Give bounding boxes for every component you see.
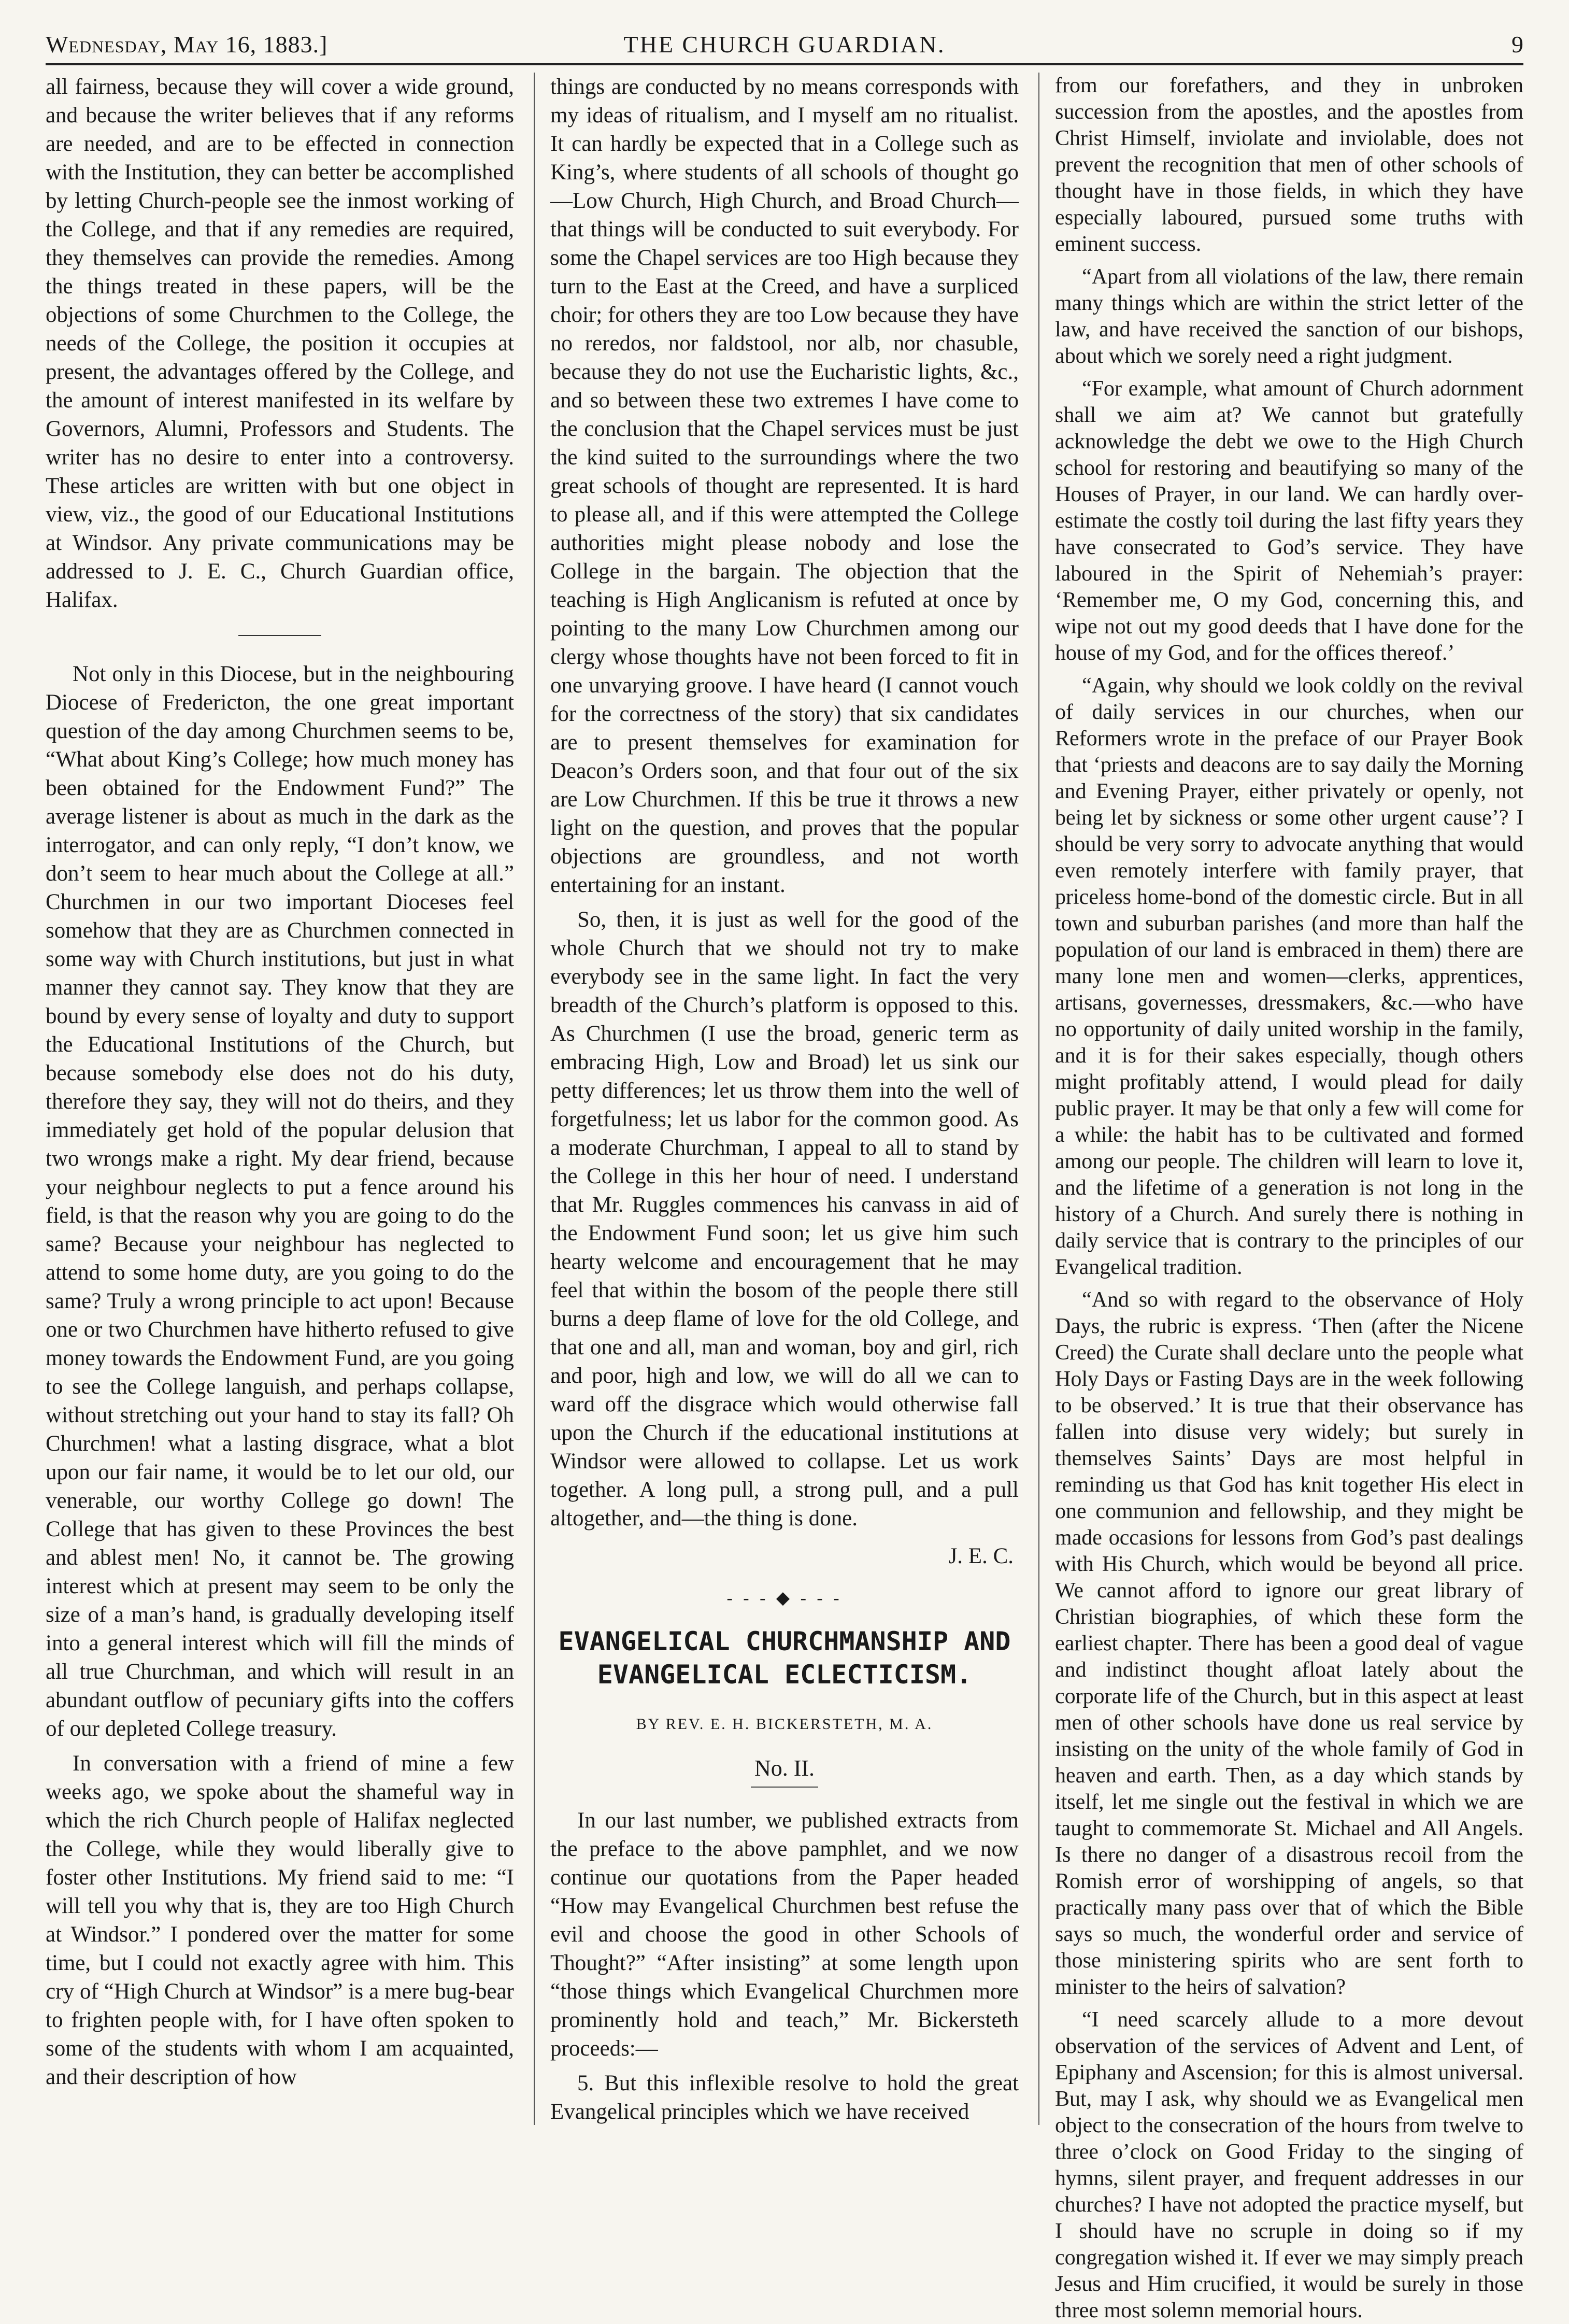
paragraph: “For example, what amount of Church adornment shall we aim at? We cannot but gratefully acknowledge the debt we owe to the High Church school for restoring and beautifying so many of the Houses of Prayer, in our land. We can hardly over-estimate the costly toil during the last fifty years they have consecrated to God’s service. They have laboured in the Spirit of Nehemiah’s prayer: ‘Remember me, O my God, concerning this, and wipe not out my good deeds that I have done for the house of my God, and for the offices thereof.’ xyxy=(1055,377,1523,665)
paragraph: In our last number, we published extracts from the preface to the above pamphlet, and we now continue our quotations from the Paper headed “How may Evangelical Churchmen best refuse the evil and choose the good in other Schools of Thought?” “After insisting” at some length upon “those things which Evangelical Churchmen more prominently hold and teach,” Mr. Bickersteth proceeds:— xyxy=(550,1808,1019,2061)
page-number: 9 xyxy=(1511,31,1523,58)
article-byline: BY REV. E. H. BICKERSTETH, M. A. xyxy=(636,1716,933,1733)
column-1 xyxy=(46,73,514,2125)
article-title: EVANGELICAL CHURCHMANSHIP AND EVANGELICAL ECLECTICISM. xyxy=(558,1626,1011,1690)
paragraph: So, then, it is just as well for the good of the whole Church that we should not try to make everybody see in the same light. In fact the very breadth of the Church’s platform is opposed to this. As Churchmen (I use the broad, generic term as embracing High, Low and Broad) let us sink our petty differences; let us throw them into the well of forgetfulness; let us labor for the common good. As a moderate Churchman, I appeal to all to stand by the College in this her hour of need. I understand that Mr. Ruggles commences his canvass in aid of the Endowment Fund soon; let us give him such hearty welcome and encouragement that he may feel that within the bosom of the people there still burns a deep flame of love for the old College, and that one and all, man and woman, boy and girl, rich and poor, high and low, we will do all we can to ward off the disgrace which would otherwise fall upon the Church if the educational institutions at Windsor were allowed to collapse. Let us work together. A long pull, a strong pull, and a pull altogether, and—the thing is done. xyxy=(550,908,1019,1531)
signature: J. E. C. xyxy=(948,1544,1014,1568)
article-number: No. II. xyxy=(754,1755,815,1781)
column-3 xyxy=(1055,73,1523,2322)
ornament-divider: - - - ◆ - - - xyxy=(726,1589,843,1608)
column-rule xyxy=(534,73,535,2125)
paragraph: “Apart from all violations of the law, there remain many things which are within the strict letter of the law, and have received the sanction of our bishops, about which we sorely need a right judgment. xyxy=(1055,265,1523,368)
paragraph: 5. But this inflexible resolve to hold the great Evangelical principles which we have received xyxy=(550,2071,1019,2124)
article-number-rule xyxy=(751,1787,818,1788)
paragraph: Not only in this Diocese, but in the neighbouring Diocese of Fredericton, the one great important question of the day among Churchmen seems to be, “What about King’s College; how much money has been obtained for the Endowment Fund?” The average listener is about as much in the dark as the interrogator, and can only reply, “I don’t know, we don’t seem to hear much about the College at all.” Churchmen in our two important Dioceses feel somehow that they are as Churchmen connected in some way with Church institutions, but just in what manner they cannot say. They know that they are bound by every sense of loyalty and duty to support the Educational Institutions of the Church, but because somebody else does not do his duty, therefore they say, they will not do theirs, and they immediately get hold of the popular delusion that two wrongs make a right. My dear friend, because your neighbour neglects to put a fence around his field, is that the reason why you are going to do the same? Because your neighbour has neglected to attend to some home duty, are you going to do the same? Truly a wrong principle to act upon! Because one or two Churchmen have hitherto refused to give money towards the Endowment Fund, are you going to see the College languish, and perhaps collapse, without stretching out your hand to stay its fall? Oh Churchmen! what a lasting disgrace, what a blot upon our fair name, it would be to let our old, our venerable, our worthy College go down! The College that has given to these Provinces the best and ablest men! No, it cannot be. The growing interest which at present may seem to be only the size of a man’s hand, is gradually developing itself into a general interest which will fill the minds of all true Churchman, and which will result in an abundant outflow of pecuniary gifts into the coffers of our depleted College treasury. xyxy=(46,662,514,1741)
issue-date: Wednesday, May 16, 1883.] xyxy=(46,31,328,58)
paragraph: all fairness, because they will cover a wide ground, and because the writer believes that if any reforms are needed, and are to be effected in connection with the Institution, they can better be accomplished by letting Church-people see the inmost working of the College, and that if any remedies are required, they themselves can provide the remedies. Among the things treated in these papers, will be the objections of some Churchmen to the College, the needs of the College, the position it occupies at present, the advantages offered by the College, and the amount of interest manifested in its welfare by Governors, Alumni, Professors and Students. The writer has no desire to enter into a controversy. These articles are written with but one object in view, viz., the good of our Educational Institutions at Windsor. Any private communications may be addressed to J. E. C., Church Guardian office, Halifax. xyxy=(46,75,514,612)
paragraph: “And so with regard to the observance of Holy Days, the rubric is express. ‘Then (after the Nicene Creed) the Curate shall declare unto the people what Holy Days or Fasting Days are in the week following to be observed.’ It is true that their observance has fallen into disuse very widely; but surely in themselves Saints’ Days are most helpful in reminding us that God has knit together His elect in one communion and fellowship, and they might be made occasions for lessons from God’s past dealings with His Church, which would be beyond all price. We cannot afford to ignore our great library of Christian biographies, of which these form the earliest chapter. There has been a good deal of vague and indistinct thought afloat lately about the corporate life of the Church, but in this aspect at least men of other schools have done us real service by insisting on the unity of the whole family of God in heaven and earth. Then, as a day which stands by itself, let me single out the festival in which we are taught to commemorate St. Michael and All Angels. Is there no danger of a disastrous recoil from the Romish error of worshipping of angels, so that practically many pass over that of which the Bible says so much, the wonderful order and service of those ministering spirits who are sent forth to minister to the heirs of salvation? xyxy=(1055,1288,1523,1999)
column-2 xyxy=(550,73,1019,2125)
paragraph: “Again, why should we look coldly on the revival of daily services in our churches, when our Reformers wrote in the preface of our Prayer Book that ‘priests and deacons are to say daily the Morning and Evening Prayer, either privately or openly, not being let by sickness or some other urgent cause’? I should be very sorry to advocate anything that would even remotely interfere with family prayer, that priceless home-bond of the domestic circle. But in all town and suburban parishes (and more than half the population of our land is embraced in them) there are many lone men and women—clerks, apprentices, artisans, governesses, dressmakers, &c.—who have no opportunity of daily united worship in the family, and it is for their sakes especially, though others might profitably attend, I would plead for daily public prayer. It may be that only a few will come for a while: the habit has to be cultivated and formed among our people. The children will learn to love it, and the lifetime of a generation is not long in the history of a Church. And surely there is nothing in daily service that is contrary to the principles of our Evangelical tradition. xyxy=(1055,674,1523,1279)
paragraph: things are conducted by no means corresponds with my ideas of ritualism, and I myself am no ritualist. It can hardly be expected that in a College such as King’s, where students of all schools of thought go—Low Church, High Church, and Broad Church—that things will be conducted to suit everybody. For some the Chapel services are too High because they turn to the East at the Creed, and have a surpliced choir; for others they are too Low because they have no reredos, nor faldstool, nor alb, nor chasuble, because they do not use the Eucharistic lights, &c., and so between these two extremes I have come to the conclusion that the Chapel services must be just the kind suited to the surroundings where the two great schools of thought are represented. It is hard to please all, and if this were attempted the College authorities might please nobody and lose the College in the bargain. The objection that the teaching is High Anglicanism is refuted at once by pointing to the many Low Churchmen among our clergy whose thoughts have not been forced to fit in one unvarying groove. I have heard (I cannot vouch for the correctness of the story) that six candidates are to present themselves for examination for Deacon’s Orders soon, and that four out of the six are Low Churchmen. If this be true it throws a new light on the question, and proves that the popular objections are groundless, and not worth entertaining for an instant. xyxy=(550,75,1019,897)
newspaper-title: THE CHURCH GUARDIAN. xyxy=(623,31,946,58)
paragraph: from our forefathers, and they in unbroken succession from the apostles, and the apostles from Christ Himself, inviolate and inviolable, does not prevent the recognition that men of other schools of thought have in those fields, in which they have especially laboured, pursued some truths with eminent success. xyxy=(1055,74,1523,256)
section-divider xyxy=(238,635,321,636)
paragraph: “I need scarcely allude to a more devout observation of the services of Advent and Lent, of Epiphany and Ascension; for this is almost universal. But, may I ask, why should we as Evangelical men object to the consecration of the hours from twelve to three o’clock on Good Friday to the singing of hymns, silent prayer, and frequent addresses in our churches? I have not adopted the practice myself, but I should have no scruple in doing so if my congregation wished it. If ever we may simply preach Jesus and Him crucified, it would be surely in those three most solemn memorial hours. xyxy=(1055,2008,1523,2322)
paragraph: In conversation with a friend of mine a few weeks ago, we spoke about the shameful way in which the rich Church people of Halifax neglected the College, while they would liberally give to foster other Institutions. My friend said to me: “I will tell you why that is, they are too High Church at Windsor.” I pondered over the matter for some time, but I could not exactly agree with him. This cry of “High Church at Windsor” is a mere bug-bear to frighten people with, for I have often spoken to some of the students with whom I am acquainted, and their description of how xyxy=(46,1751,514,2089)
column-rule xyxy=(1038,73,1039,2125)
page-header xyxy=(46,22,1523,65)
